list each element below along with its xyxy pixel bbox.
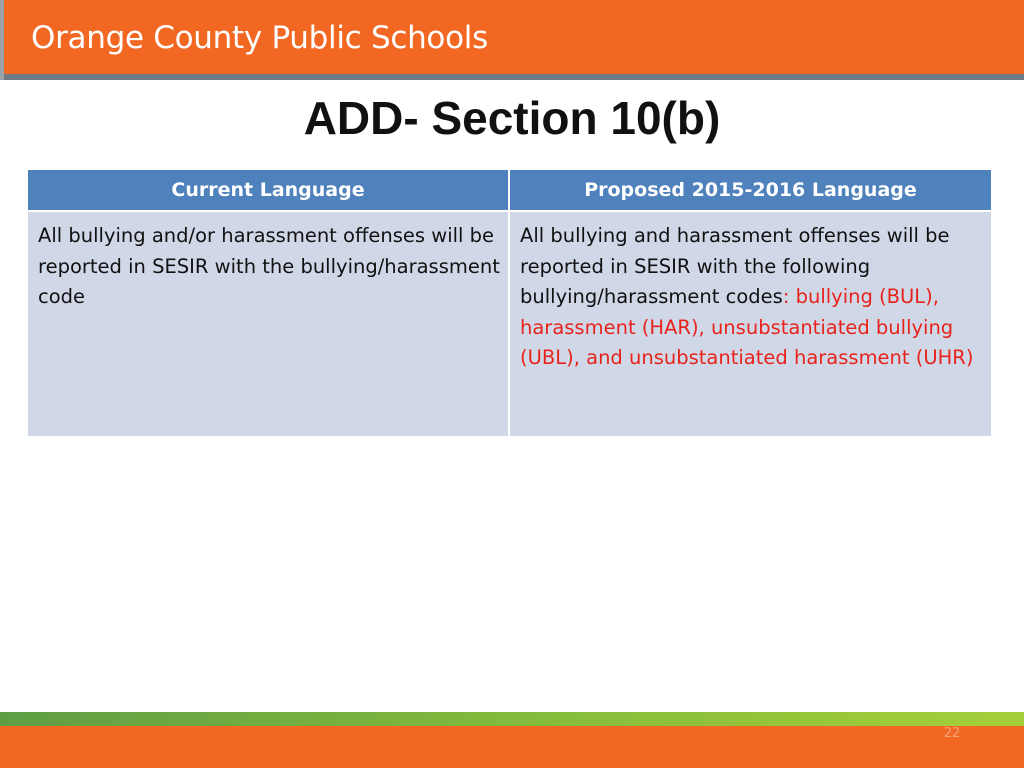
proposed-codes-text: : bullying (BUL), harassment (HAR), unsubstantiated bullying (UBL), and unsubstantiated harassment (UHR) bbox=[520, 285, 974, 369]
footer-green-band bbox=[0, 712, 1024, 726]
footer-orange-band bbox=[0, 726, 1024, 768]
column-header-current: Current Language bbox=[27, 170, 509, 211]
current-language-cell: All bullying and/or harassment offenses will be reported in SESIR with the bullying/harassment code bbox=[27, 211, 509, 437]
table-row bbox=[27, 211, 992, 437]
column-header-proposed: Proposed 2015-2016 Language bbox=[509, 170, 992, 211]
language-comparison-table bbox=[26, 170, 993, 438]
table-header-row bbox=[27, 170, 992, 211]
proposed-language-cell bbox=[509, 211, 992, 437]
page-number: 22 bbox=[943, 726, 961, 741]
header-rule bbox=[4, 74, 1024, 80]
proposed-language-text: All bullying and harassment offenses will be reported in SESIR with the following bullying/harassment codes bbox=[520, 224, 950, 308]
slide-title: ADD- Section 10(b) bbox=[303, 92, 721, 144]
organization-name: Orange County Public Schools bbox=[31, 20, 488, 56]
